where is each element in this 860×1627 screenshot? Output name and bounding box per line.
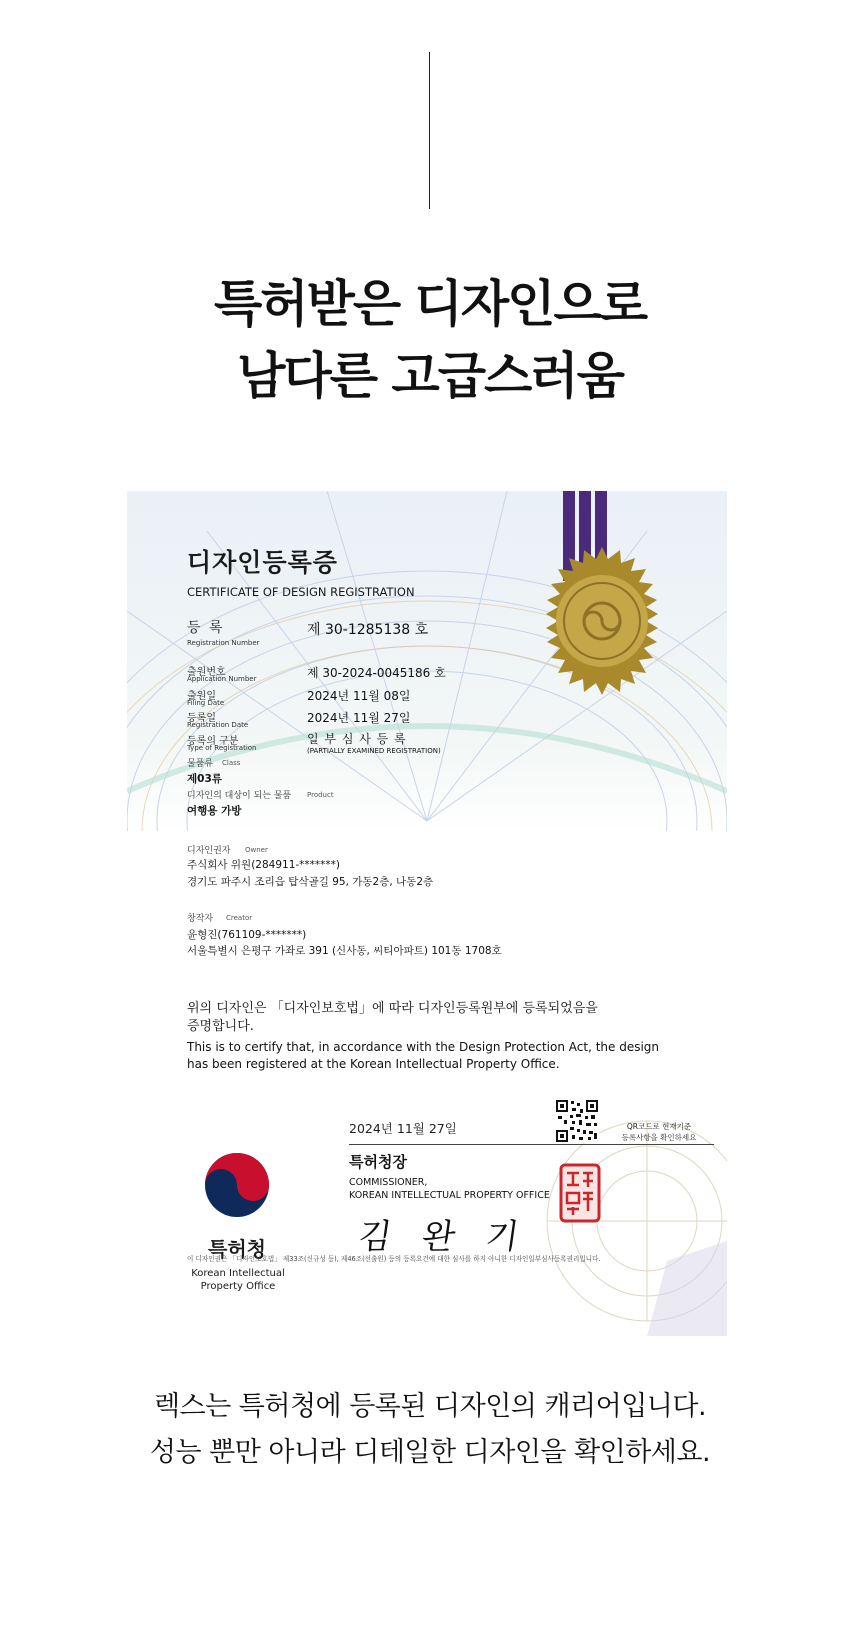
registration-label-en: Registration Number	[187, 639, 260, 647]
registration-type-en: (PARTIALLY EXAMINED REGISTRATION)	[307, 747, 441, 755]
commissioner-title-en	[349, 1176, 550, 1202]
statement-en-line-2: has been registered at the Korean Intellectual Property Office.	[187, 1057, 560, 1071]
certificate-footnote: 이 디자인권은 「디자인보호법」 제33조(신규성 등), 제46조(선출원) 등의 등록요건에 대한 심사를 하지 아니한 디자인일부심사등록권리입니다.	[187, 1255, 601, 1263]
issue-date: 2024년 11월 27일	[349, 1121, 457, 1136]
statement-en-line-1: This is to certify that, in accordance with the Design Protection Act, the design	[187, 1040, 660, 1054]
registration-label: 등 록	[187, 620, 225, 636]
gold-seal	[527, 546, 677, 696]
design-registration-certificate	[127, 491, 727, 1336]
application-label: 출원번호	[187, 667, 226, 678]
headline-line-2: 남다른 고급스러움	[237, 347, 623, 405]
owner-label-en: Owner	[245, 846, 268, 854]
application-number: 제 30-2024-0045186 호	[307, 666, 446, 680]
registration-date-label: 등록일	[187, 713, 216, 724]
statement-ko-line-2: 증명합니다.	[187, 1019, 254, 1034]
owner-address: 경기도 파주시 조리읍 탑삭골길 95, 가동2층, 나동2층	[187, 876, 434, 888]
owner-label: 디자인권자	[187, 846, 231, 856]
qr-caption-line-2: 등록사항을 확인하세요	[621, 1133, 697, 1142]
bottom-line-1: 렉스는 특허청에 등록된 디자인의 캐리어입니다.	[153, 1391, 707, 1422]
creator-label-en: Creator	[226, 914, 253, 922]
creator-address: 서울특별시 은평구 가좌로 391 (신사동, 씨티아파트) 101동 1708호	[187, 945, 502, 957]
statement-ko-line-1: 위의 디자인은 「디자인보호법」에 따라 디자인등록원부에 등록되었음을	[187, 1001, 598, 1016]
office-name-en-line-2: Property Office	[200, 1281, 276, 1292]
registration-date-label-en: Registration Date	[187, 721, 249, 729]
application-label-en: Application Number	[187, 675, 257, 683]
commissioner-title-en-line-1: COMMISSIONER,	[349, 1177, 428, 1188]
office-name-en	[179, 1267, 297, 1293]
class-value: 제03류	[187, 773, 222, 785]
divider-line	[429, 52, 430, 209]
taegeuk-emblem-icon	[203, 1151, 271, 1219]
commissioner-title-en-line-2: KOREAN INTELLECTUAL PROPERTY OFFICE	[349, 1190, 550, 1201]
office-name-en-line-1: Korean Intellectual	[191, 1268, 285, 1279]
owner-name: 주식회사 위원(284911-*******)	[187, 859, 341, 871]
filing-date: 2024년 11월 08일	[307, 689, 411, 703]
creator-name: 윤형진(761109-*******)	[187, 929, 307, 941]
headline-line-1: 특허받은 디자인으로	[213, 275, 647, 333]
class-label: 물품류	[187, 759, 214, 769]
qr-caption	[605, 1121, 713, 1143]
creator-label: 창작자	[187, 914, 214, 924]
commissioner-title-ko: 특허청장	[349, 1153, 407, 1171]
product-label-en: Product	[307, 791, 334, 799]
handwritten-signature: 김 완 기	[355, 1217, 532, 1257]
qr-caption-line-1: QR코드로 현재기준	[626, 1122, 692, 1131]
registration-date: 2024년 11월 27일	[307, 711, 411, 725]
filing-date-label-en: Filing Date	[187, 699, 225, 707]
registration-type: 일 부 심 사 등 록	[307, 732, 407, 746]
filing-date-label: 출원일	[187, 691, 216, 702]
qr-code[interactable]	[555, 1099, 599, 1143]
bottom-line-2: 성능 뿐만 아니라 디테일한 디자인을 확인하세요.	[149, 1437, 711, 1468]
official-red-stamp	[559, 1163, 601, 1223]
registration-type-label-en: Type of Registration	[187, 744, 257, 752]
certificate-title-ko: 디자인등록증	[187, 548, 338, 577]
product-label: 디자인의 대상이 되는 물품	[187, 791, 292, 801]
registration-type-label: 등록의 구분	[187, 736, 239, 747]
signature-line	[349, 1144, 714, 1145]
bottom-description	[0, 1384, 860, 1476]
office-name-ko: 특허청	[208, 1237, 266, 1261]
product-value: 여행용 가방	[187, 805, 242, 817]
headline	[0, 268, 860, 412]
class-label-en: Class	[222, 759, 241, 767]
registration-number: 제 30-1285138 호	[307, 622, 429, 638]
certificate-title-en: CERTIFICATE OF DESIGN REGISTRATION	[187, 585, 415, 599]
